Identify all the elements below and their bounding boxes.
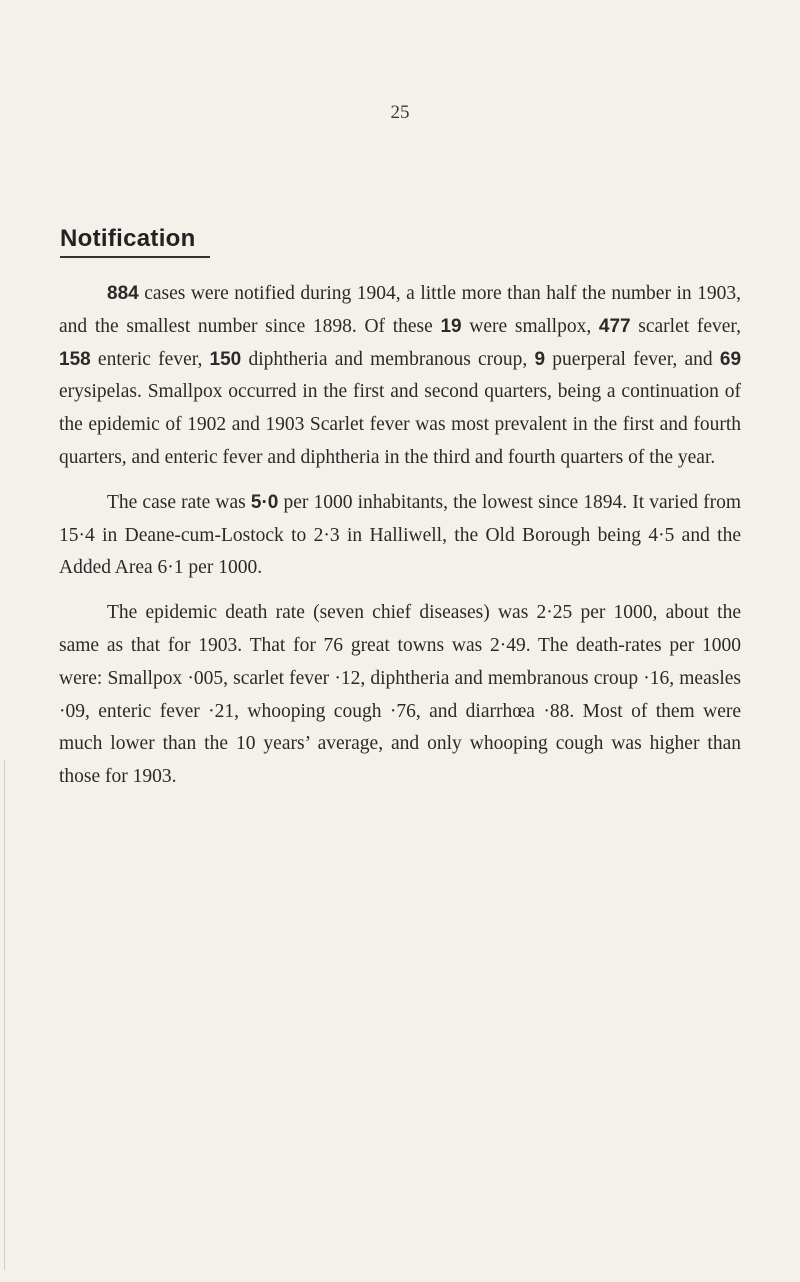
section-heading: Notification: [60, 225, 210, 258]
figure-value: 884: [107, 283, 139, 304]
paragraph-case-rate: [59, 487, 741, 585]
paragraph-notification-counts: [59, 278, 741, 475]
text-run: cases were notified during 1904, a little more than half the number in 1903, and the smallest number since 1898. Of these: [59, 283, 741, 337]
figure-value: 477: [598, 315, 631, 337]
text-run: erysipelas. Smallpox occurred in the first and second quarters, being a continuation of the epidemic of 1902 and 1903 Scarlet fever was most prevalent in the first and fourth quarters, and enteric fever and diphtheria in the third and fourth quarters of the year.: [59, 381, 741, 468]
text-run: enteric fever,: [90, 348, 210, 370]
text-run: were smallpox,: [461, 315, 599, 337]
page-number: 25: [390, 102, 410, 123]
text-run: puerperal fever, and: [545, 348, 720, 370]
paragraph-death-rate: [59, 597, 741, 794]
scan-margin-line: [4, 760, 5, 1270]
text-run: per 1000 inhabitants, the lowest since 1894. It varied from 15·4 in Deane-cum-Lostock to 2·3 in Halliwell, the Old Borough being 4·5 and the Added Area 6·1 per 1000.: [59, 491, 742, 579]
text-run: diphtheria and membranous croup,: [241, 348, 535, 370]
figure-value: 19: [440, 315, 462, 337]
figure-value: 150: [209, 348, 242, 370]
text-run: scarlet fever,: [630, 315, 741, 337]
text-run: The case rate was: [107, 491, 251, 513]
figure-value: 69: [719, 348, 742, 370]
figure-value: 158: [59, 348, 91, 370]
body-text: [59, 278, 741, 806]
figure-value: 5·0: [250, 491, 279, 513]
figure-value: 9: [534, 348, 546, 370]
text-run: The epidemic death rate (seven chief diseases) was 2·25 per 1000, about the same as that for 1903. That for 76 great towns was 2·49. The death-rates per 1000 were: Smallpox ·005, scarlet fever ·12, diphtheria and membranous croup ·16, measles ·09, enteric fever ·21, whooping cough ·76, and diarrhœa ·88. Most of them were much lower than the 10 years’ average, and only whooping cough was higher than those for 1903.: [59, 602, 741, 788]
